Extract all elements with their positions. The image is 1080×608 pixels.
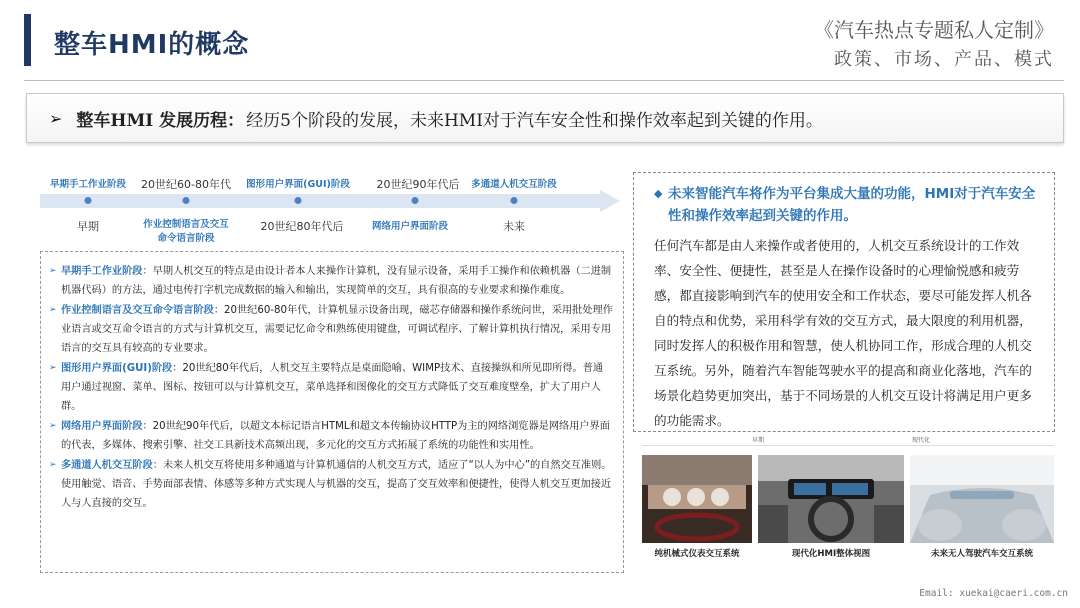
insight-heading — [654, 183, 1040, 227]
photo-modern-hmi — [758, 455, 904, 543]
timeline-dot — [412, 197, 419, 204]
timeline-dot — [295, 197, 302, 204]
stage-item — [49, 262, 613, 300]
brand-block — [814, 14, 1054, 71]
photo-era-tag: 早期 — [752, 437, 765, 444]
stage-text: ：未来人机交互将使用多种通道与计算机通信的人机交互方式，适应了“以人为中心”的自然交互准则。使用触觉、语音、手势面部表情、体感等多种方式实现人与机器的交互，提高了交互效率和便捷性，使得人机交互更加接近人与人直接的交互。 — [61, 460, 612, 509]
photo-divider — [642, 445, 1054, 446]
diamond-bullet-icon: ◆ — [654, 187, 663, 200]
stage-name: 多通道人机交互阶段 — [61, 460, 153, 471]
brand-tagline: 政策、市场、产品、模式 — [834, 49, 1054, 70]
timeline-label-top: 多通道人机交互阶段 — [471, 179, 557, 190]
summary-banner — [26, 93, 1064, 143]
stage-descriptions — [40, 251, 624, 573]
stage-item — [49, 417, 613, 455]
header-divider — [24, 80, 1064, 81]
stage-text: ：早期人机交互的特点是由设计者本人来操作计算机，没有显示设备，采用手工操作和依赖机器（二进制机器代码）的方法，通过电传打字机完成数据的输入和输出，实现简单的交互，具有很高的专业要求和操作难度。 — [61, 266, 612, 296]
title-accent-bar — [24, 14, 31, 66]
timeline-label-top: 20世纪90年代后 — [376, 178, 460, 191]
timeline-dot — [183, 197, 190, 204]
key-insight-box — [633, 172, 1055, 432]
photo-caption: 纯机械式仪表交互系统 — [654, 549, 740, 559]
timeline-label-bottom: 网络用户界面阶段 — [371, 221, 449, 232]
stage-name: 网络用户界面阶段 — [61, 421, 143, 432]
timeline-label-top: 20世纪60-80年代 — [141, 178, 231, 191]
page-title: 整车HMI的概念 — [54, 30, 250, 60]
stage-name: 作业控制语言及交互命令语言阶段 — [61, 305, 214, 316]
insight-body: 任何汽车都是由人来操作或者使用的，人机交互系统设计的工作效率、安全性、便捷性，甚至是人在操作设备时的心理愉悦感和疲劳感，都直接影响到汽车的使用安全和工作状态，要尽可能发挥人机各自的特点和优势，采用科学有效的交互方式，最大限度的利用机器，同时发挥人的积极作用和智慧，使人机协同工作，形成合理的人机交互系统。另外，随着汽车智能驾驶水平的提高和商业化落地，汽车的场景化趋势更加突出，基于不同场景的人机交互设计将满足用户更多的功能需求。 — [654, 238, 1032, 428]
brand-series-title: 《汽车热点专题私人定制》 — [814, 18, 1054, 42]
stage-item — [49, 359, 613, 416]
arrow-bullet-icon: ➢ — [49, 460, 57, 470]
stage-item — [49, 456, 613, 513]
timeline-label-bottom: 未来 — [503, 220, 525, 233]
stage-item — [49, 301, 613, 358]
insight-heading-text: 未来智能汽车将作为平台集成大量的功能，HMI对于汽车安全性和操作效率起到关键的作用。 — [668, 186, 1036, 224]
timeline-dot — [511, 197, 518, 204]
timeline-label-bottom: 作业控制语言及交互命令语言阶段 — [143, 219, 229, 244]
stage-text: ：20世纪80年代后，人机交互主要特点是桌面隐喻、WIMP技术、直接操纵和所见即所得。普通用户通过视窗、菜单、图标、按钮可以与计算机交互，菜单选择和图像化的交互方式降低了交互难度壁垒，扩大了用户人群。 — [61, 363, 604, 412]
timeline-label-bottom: 20世纪80年代后 — [260, 220, 344, 233]
timeline-arrow — [40, 190, 620, 212]
stage-name: 图形用户界面(GUI)阶段 — [61, 363, 173, 374]
photo-caption: 未来无人驾驶汽车交互系统 — [930, 549, 1034, 559]
photo-caption: 现代化HMI整体视图 — [791, 549, 871, 559]
arrow-bullet-icon: ➢ — [49, 108, 63, 128]
stage-text: ：20世纪60-80年代，计算机显示设备出现，磁芯存储器和操作系统问世，采用批处理作业语言或交互命令语言的方式与计算机交互，需要记忆命令和熟练使用键盘，可调试程序、了解计算机执行情况，采用专用语言的交互具有较高的专业要求。 — [61, 305, 613, 354]
timeline-label-bottom: 早期 — [77, 220, 99, 233]
timeline-label-top: 图形用户界面(GUI)阶段 — [246, 179, 350, 190]
photo-mechanical-dashboard — [642, 455, 752, 543]
photo-era-tag: 现代化 — [912, 437, 931, 444]
summary-text: 经历5个阶段的发展，未来HMI对于汽车安全性和操作效率起到关键的作用。 — [246, 110, 823, 131]
timeline-dot — [85, 197, 92, 204]
arrow-bullet-icon: ➢ — [49, 266, 57, 276]
timeline-label-top: 早期手工作业阶段 — [49, 179, 127, 190]
development-timeline — [40, 170, 630, 244]
footer-email: Email: xuekai@caeri.com.cn — [919, 588, 1068, 599]
stage-text: ：20世纪90年代后，以超文本标记语言HTML和超文本传输协议HTTP为主的网络浏览器是网络用户界面的代表，多媒体、搜索引擎、社交工具新技术高频出现，多元化的交互方式拓展了系统的功能性和实用性。 — [61, 421, 610, 451]
stage-name: 早期手工作业阶段 — [61, 266, 143, 277]
summary-key: 整车HMI 发展历程： — [76, 110, 245, 131]
arrow-bullet-icon: ➢ — [49, 363, 57, 373]
arrow-bullet-icon: ➢ — [49, 305, 57, 315]
photo-autonomous-interior — [910, 455, 1054, 543]
arrow-bullet-icon: ➢ — [49, 421, 57, 431]
hmi-photo-strip — [642, 433, 1054, 563]
